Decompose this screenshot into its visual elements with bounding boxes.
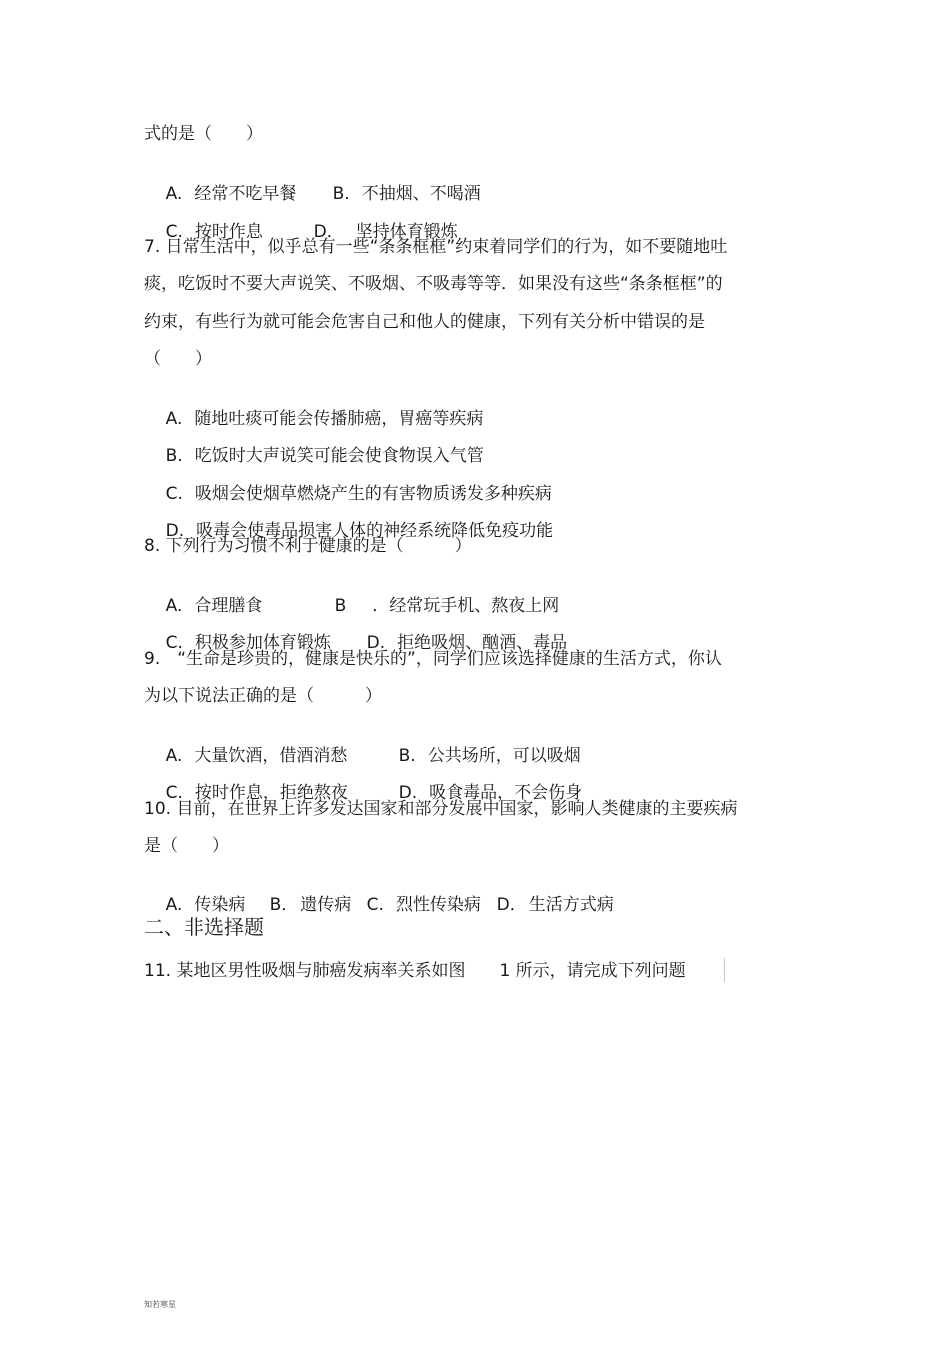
option-text: 按时作息，拒绝熬夜 [194,783,348,803]
q7-stem-line-3: 约束，有些行为就可能会危害自己和他人的健康，下列有关分析中错误的是 [144,312,705,332]
option-text: 吸毒会使毒品损害人体的神经系统降低免疫功能 [196,521,554,541]
q11-stem: 11. 某地区男性吸烟与肺癌发病率关系如图 1 所示，请完成下列问题 [144,961,686,981]
section-heading: 二、非选择题 [144,915,264,939]
option-text: 合理膳食 [194,596,263,616]
option-label: A. [165,409,183,429]
option-text: 公共场所，可以吸烟 [427,746,581,766]
option-text: 吃饭时大声说笑可能会使食物误入气管 [194,446,484,466]
option-text: 随地吐痰可能会传播肺癌，胃癌等疾病 [194,409,484,429]
option-label: D. [398,783,418,803]
option-label: A. [165,746,183,766]
text-box-edge [724,958,725,982]
option-label: B. [332,184,350,204]
option-label: D. [165,521,185,541]
option-label: C. [165,484,183,504]
option-text: 吸食毒品，不会伤身 [429,783,583,803]
q10-stem-line-2: 是（ ） [144,836,229,856]
option-label: D． [496,895,527,915]
option-label: D． [313,222,344,242]
q7-stem-line-4: （ ） [144,349,212,369]
option-label: A. [165,895,183,915]
q6-stem-tail: 式的是（ ） [144,124,263,144]
q10-stem-line-1: 10. 目前，在世界上许多发达国家和部分发展中国家，影响人类健康的主要疾病 [144,799,738,819]
option-label: D. [366,633,386,653]
option-label: B. [398,746,416,766]
option-text: 吸烟会使烟草燃烧产生的有害物质诱发多种疾病 [194,484,552,504]
option-label: C. [366,895,384,915]
option-label: C. [165,783,183,803]
option-text: ．经常玩手机、熬夜上网 [372,596,560,616]
q9-stem-line-1: 9. “生命是珍贵的，健康是快乐的”，同学们应该选择健康的生活方式，你认 [144,649,722,669]
option-text: 烈性传染病 [395,895,481,915]
option-text: 经常不吃早餐 [194,184,297,204]
option-label: C. [165,222,183,242]
option-text: 拒绝吸烟、酗酒、毒品 [397,633,568,653]
option-label: B [334,596,347,616]
option-label: B． [269,895,299,915]
q9-stem-line-2: 为以下说法正确的是（ ） [144,686,382,706]
option-text: 生活方式病 [528,895,614,915]
option-label: A. [165,596,183,616]
q7-stem-line-1: 7. 日常生活中，似乎总有一些“条条框框”约束着同学们的行为，如不要随地吐 [144,237,728,257]
option-label: C. [165,633,183,653]
option-text: 遗传病 [300,895,352,915]
page-footer: 知若寒星 [144,1300,176,1309]
option-text: 不抽烟、不喝酒 [361,184,481,204]
option-text: 传染病 [194,895,246,915]
option-text: 大量饮酒，借酒消愁 [194,746,348,766]
option-text: 积极参加体育锻炼 [194,633,331,653]
option-label: A. [165,184,183,204]
q10-option-d [475,872,614,938]
q7-stem-line-2: 痰，吃饭时不要大声说笑、不吸烟、不吸毒等等．如果没有这些“条条框框”的 [144,274,723,294]
option-label: B. [165,446,183,466]
option-text: 坚持体育锻炼 [355,222,458,242]
q10-option-c [345,872,481,938]
option-text: 按时作息 [194,222,263,242]
q8-stem: 8. 下列行为习惯不利于健康的是（ ） [144,536,472,556]
